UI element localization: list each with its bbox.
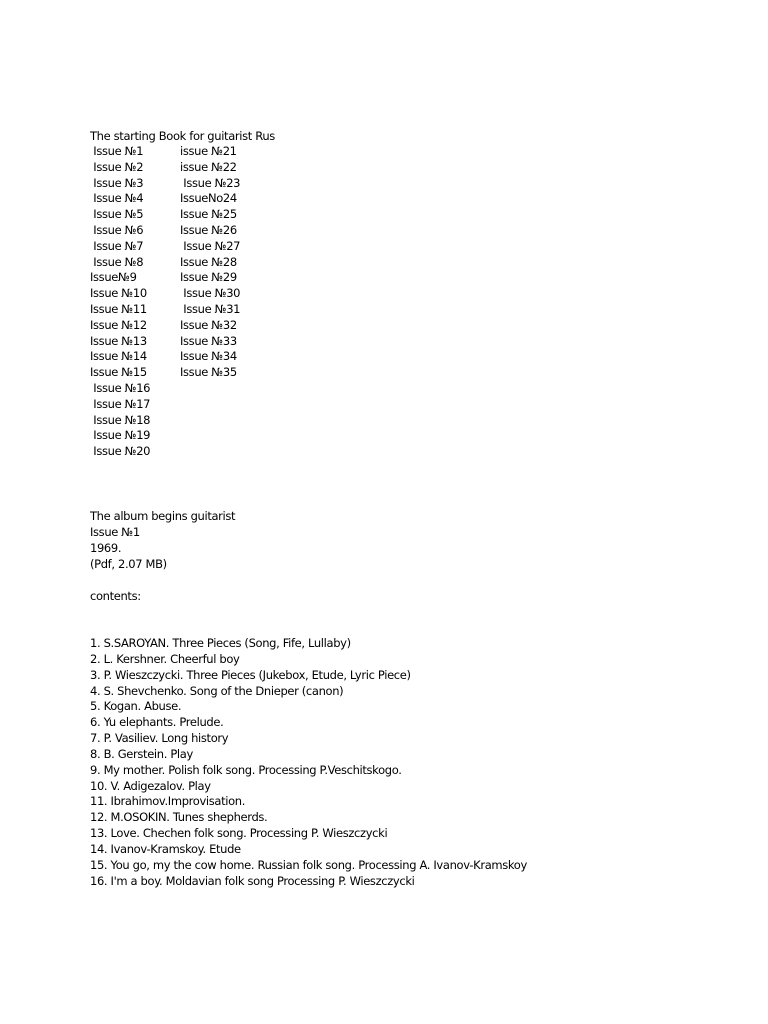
album-info [90,509,235,573]
issue-entry: Issue №13 [90,333,147,348]
album-file-info: (Pdf, 2.07 MB) [90,556,167,571]
issue-entry: Issue №35 [180,365,237,380]
issue-entry: Issue №28 [180,254,237,269]
issue-entry: Issue №34 [180,349,237,364]
contents-item: 14. Ivanov-Kramskoy. Etude [90,841,241,856]
issue-entry: Issue №32 [180,317,237,332]
issue-entry: Issue №19 [90,428,151,443]
issue-entry: Issue №8 [90,254,144,269]
issue-entry: Issue №14 [90,349,147,364]
issue-entry: Issue №2 [90,159,144,174]
issue-entry: issue №21 [180,144,237,158]
issue-entry: Issue №3 [90,175,144,190]
issue-entry: IssueNo24 [180,191,237,206]
issue-entry: Issue №6 [90,222,144,237]
issue-entry: Issue №33 [180,333,237,348]
contents-item: 6. Yu elephants. Prelude. [90,715,224,730]
issue-entry: Issue №26 [180,222,237,237]
issue-entry: Issue №29 [180,270,237,285]
contents-item: 15. You go, my the cow home. Russian folk song. Processing A. Ivanov-Kramskoy [90,857,527,872]
issues-column-right [180,144,240,381]
issues-column-left [90,144,150,460]
contents-list [90,636,527,890]
issue-entry: Issue№9 [90,270,137,285]
contents-item: 9. My mother. Polish folk song. Processing P.Veschitskogo. [90,762,402,777]
contents-item: 4. S. Shevchenko. Song of the Dnieper (canon) [90,683,344,698]
contents-item: 7. P. Vasiliev. Long history [90,731,229,746]
contents-item: 3. P. Wieszczycki. Three Pieces (Jukebox, Etude, Lyric Piece) [90,667,411,682]
contents-item: 13. Love. Chechen folk song. Processing P. Wieszczycki [90,826,388,841]
contents-item: 10. V. Adigezalov. Play [90,778,211,793]
issue-entry: Issue №7 [90,238,144,253]
issue-entry: Issue №10 [90,286,147,301]
issue-entry: Issue №27 [180,238,241,253]
issue-entry: Issue №17 [90,396,151,411]
album-year: 1969. [90,540,122,555]
issue-entry: issue №22 [180,159,237,174]
issue-entry: Issue №16 [90,380,151,395]
issue-entry: Issue №1 [90,144,144,158]
contents-item: 8. B. Gerstein. Play [90,746,193,761]
album-issue: Issue №1 [90,524,140,539]
issue-entry: Issue №12 [90,317,147,332]
issue-entry: Issue №30 [180,286,241,301]
issue-entry: Issue №23 [180,175,241,190]
issue-entry: Issue №20 [90,444,151,459]
issue-entry: Issue №31 [180,301,241,316]
issue-entry: Issue №5 [90,207,144,222]
contents-heading: contents: [90,589,141,603]
album-name: The album begins guitarist [90,509,236,523]
contents-item: 2. L. Kershner. Cheerful boy [90,651,240,666]
document-title: The starting Book for guitarist Rus [90,129,275,143]
issue-entry: Issue №15 [90,365,147,380]
issue-entry: Issue №25 [180,207,237,222]
contents-item: 16. I'm a boy. Moldavian folk song Processing P. Wieszczycki [90,873,415,888]
issue-entry: Issue №11 [90,301,147,316]
contents-item: 5. Kogan. Abuse. [90,699,182,714]
contents-item: 1. S.SAROYAN. Three Pieces (Song, Fife, Lullaby) [90,636,351,650]
contents-item: 12. M.OSOKIN. Tunes shepherds. [90,810,268,825]
issue-entry: Issue №4 [90,191,144,206]
contents-item: 11. Ibrahimov.Improvisation. [90,794,246,809]
issue-entry: Issue №18 [90,412,151,427]
